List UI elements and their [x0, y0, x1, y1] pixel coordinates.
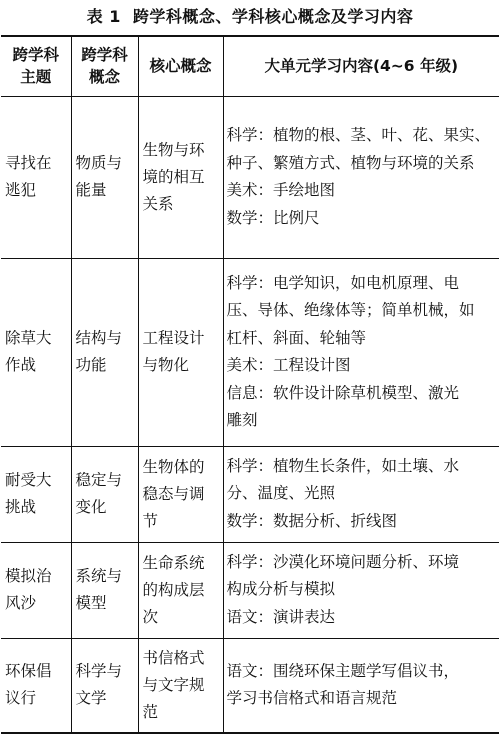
cell-text-line: 生物与环 — [142, 140, 205, 159]
cell-text-line: 雕刻 — [226, 411, 258, 429]
cell-text-line: 关系 — [142, 194, 174, 213]
content-cell — [223, 96, 499, 258]
content-cell — [223, 638, 499, 733]
cell-text-line: 美术：工程设计图 — [226, 356, 351, 374]
cell-text-line: 功能 — [75, 356, 107, 374]
cell-text-line: 模拟治 — [5, 567, 52, 585]
cell-text-line: 概念 — [88, 68, 120, 87]
cell-text-line: 学习书信格式和语言规范 — [226, 689, 398, 708]
cell-text-line: 能量 — [75, 181, 107, 199]
cell-text-line: 文学 — [75, 689, 107, 708]
cell-text-line: 生物体的 — [142, 457, 205, 476]
concept-cell — [71, 638, 138, 733]
cell-text-line: 杠杆、斜面、轮轴等 — [226, 328, 367, 347]
header-concept — [71, 36, 138, 96]
cell-text-line: 美术：手绘地图 — [226, 181, 336, 199]
cell-text-line: 压、导体、绝缘体等；简单机械，如 — [226, 301, 475, 319]
cell-text-line: 与物化 — [142, 356, 190, 374]
theme-cell — [1, 542, 71, 638]
cell-text-line: 科学：电学知识，如电机原理、电 — [226, 273, 460, 292]
header-row — [1, 36, 499, 96]
cell-text-line: 生命系统 — [142, 553, 205, 572]
cell-text-line: 除草大 — [5, 329, 52, 347]
concept-cell — [71, 96, 138, 258]
cell-text-line: 语文：演讲表达 — [226, 607, 336, 626]
cell-text-line: 构成分析与模拟 — [226, 580, 336, 599]
concept-table — [1, 35, 499, 734]
cell-text-line: 的构成层 — [142, 580, 205, 599]
cell-text-line: 数学：数据分析、折线图 — [226, 511, 398, 530]
core-cell — [138, 446, 223, 542]
table-row — [1, 258, 499, 446]
cell-text-line: 寻找在 — [5, 154, 52, 172]
cell-text-line: 变化 — [75, 498, 107, 516]
core-cell — [138, 258, 223, 446]
theme-cell — [1, 638, 71, 733]
content-cell — [223, 258, 499, 446]
table-caption — [0, 0, 500, 33]
table-row — [1, 446, 499, 542]
cell-text-line: 稳态与调 — [142, 484, 205, 503]
cell-text-line: 耐受大 — [5, 471, 52, 489]
cell-text-line: 语文：围绕环保主题学写倡议书， — [226, 661, 460, 680]
header-theme — [1, 36, 71, 96]
cell-text-line: 分、温度、光照 — [226, 484, 336, 503]
cell-text-line: 物质与 — [75, 154, 123, 172]
header-content: 大单元学习内容(4~6 年级) — [223, 36, 499, 96]
cell-text-line: 系统与 — [75, 567, 123, 585]
cell-text-line: 书信格式 — [142, 648, 205, 667]
cell-text-line: 逃犯 — [5, 181, 37, 199]
concept-cell — [71, 542, 138, 638]
cell-text-line: 跨学科 — [81, 46, 128, 65]
cell-text-line: 科学与 — [75, 662, 123, 681]
content-cell — [223, 542, 499, 638]
cell-text-line: 数学：比例尺 — [226, 208, 320, 227]
content-cell — [223, 446, 499, 542]
header-core: 核心概念 — [138, 36, 223, 96]
table-row — [1, 542, 499, 638]
cell-text-line: 节 — [142, 511, 159, 530]
cell-text-line: 结构与 — [75, 329, 123, 347]
cell-text-line: 科学：植物的根、茎、叶、花、果实、 — [226, 126, 491, 144]
table-title: 跨学科概念、学科核心概念及学习内容 — [132, 7, 414, 26]
cell-text-line: 境的相互 — [142, 167, 205, 186]
core-cell — [138, 96, 223, 258]
theme-cell — [1, 96, 71, 258]
cell-text-line: 跨学科 — [12, 46, 59, 65]
table-row — [1, 96, 499, 258]
concept-cell — [71, 258, 138, 446]
core-cell — [138, 542, 223, 638]
cell-text-line: 作战 — [5, 356, 37, 374]
cell-text-line: 工程设计 — [142, 329, 205, 347]
core-cell — [138, 638, 223, 733]
cell-text-line: 模型 — [75, 594, 107, 612]
table-number: 表 1 — [86, 7, 121, 26]
cell-text-line: 种子、繁殖方式、植物与环境的关系 — [226, 153, 475, 172]
cell-text-line: 与文字规 — [142, 675, 205, 694]
theme-cell — [1, 446, 71, 542]
cell-text-line: 主题 — [20, 68, 52, 87]
cell-text-line: 范 — [142, 702, 159, 721]
cell-text-line: 科学：沙漠化环境问题分析、环境 — [226, 552, 460, 571]
cell-text-line: 信息：软件设计除草机模型、激光 — [226, 383, 460, 402]
cell-text-line: 环保倡 — [5, 662, 52, 681]
cell-text-line: 挑战 — [5, 498, 37, 516]
theme-cell — [1, 258, 71, 446]
cell-text-line: 稳定与 — [75, 471, 123, 489]
cell-text-line: 风沙 — [5, 594, 37, 612]
concept-cell — [71, 446, 138, 542]
table-row — [1, 638, 499, 733]
cell-text-line: 次 — [142, 607, 159, 626]
cell-text-line: 议行 — [5, 689, 37, 708]
cell-text-line: 科学：植物生长条件，如土壤、水 — [226, 456, 460, 475]
